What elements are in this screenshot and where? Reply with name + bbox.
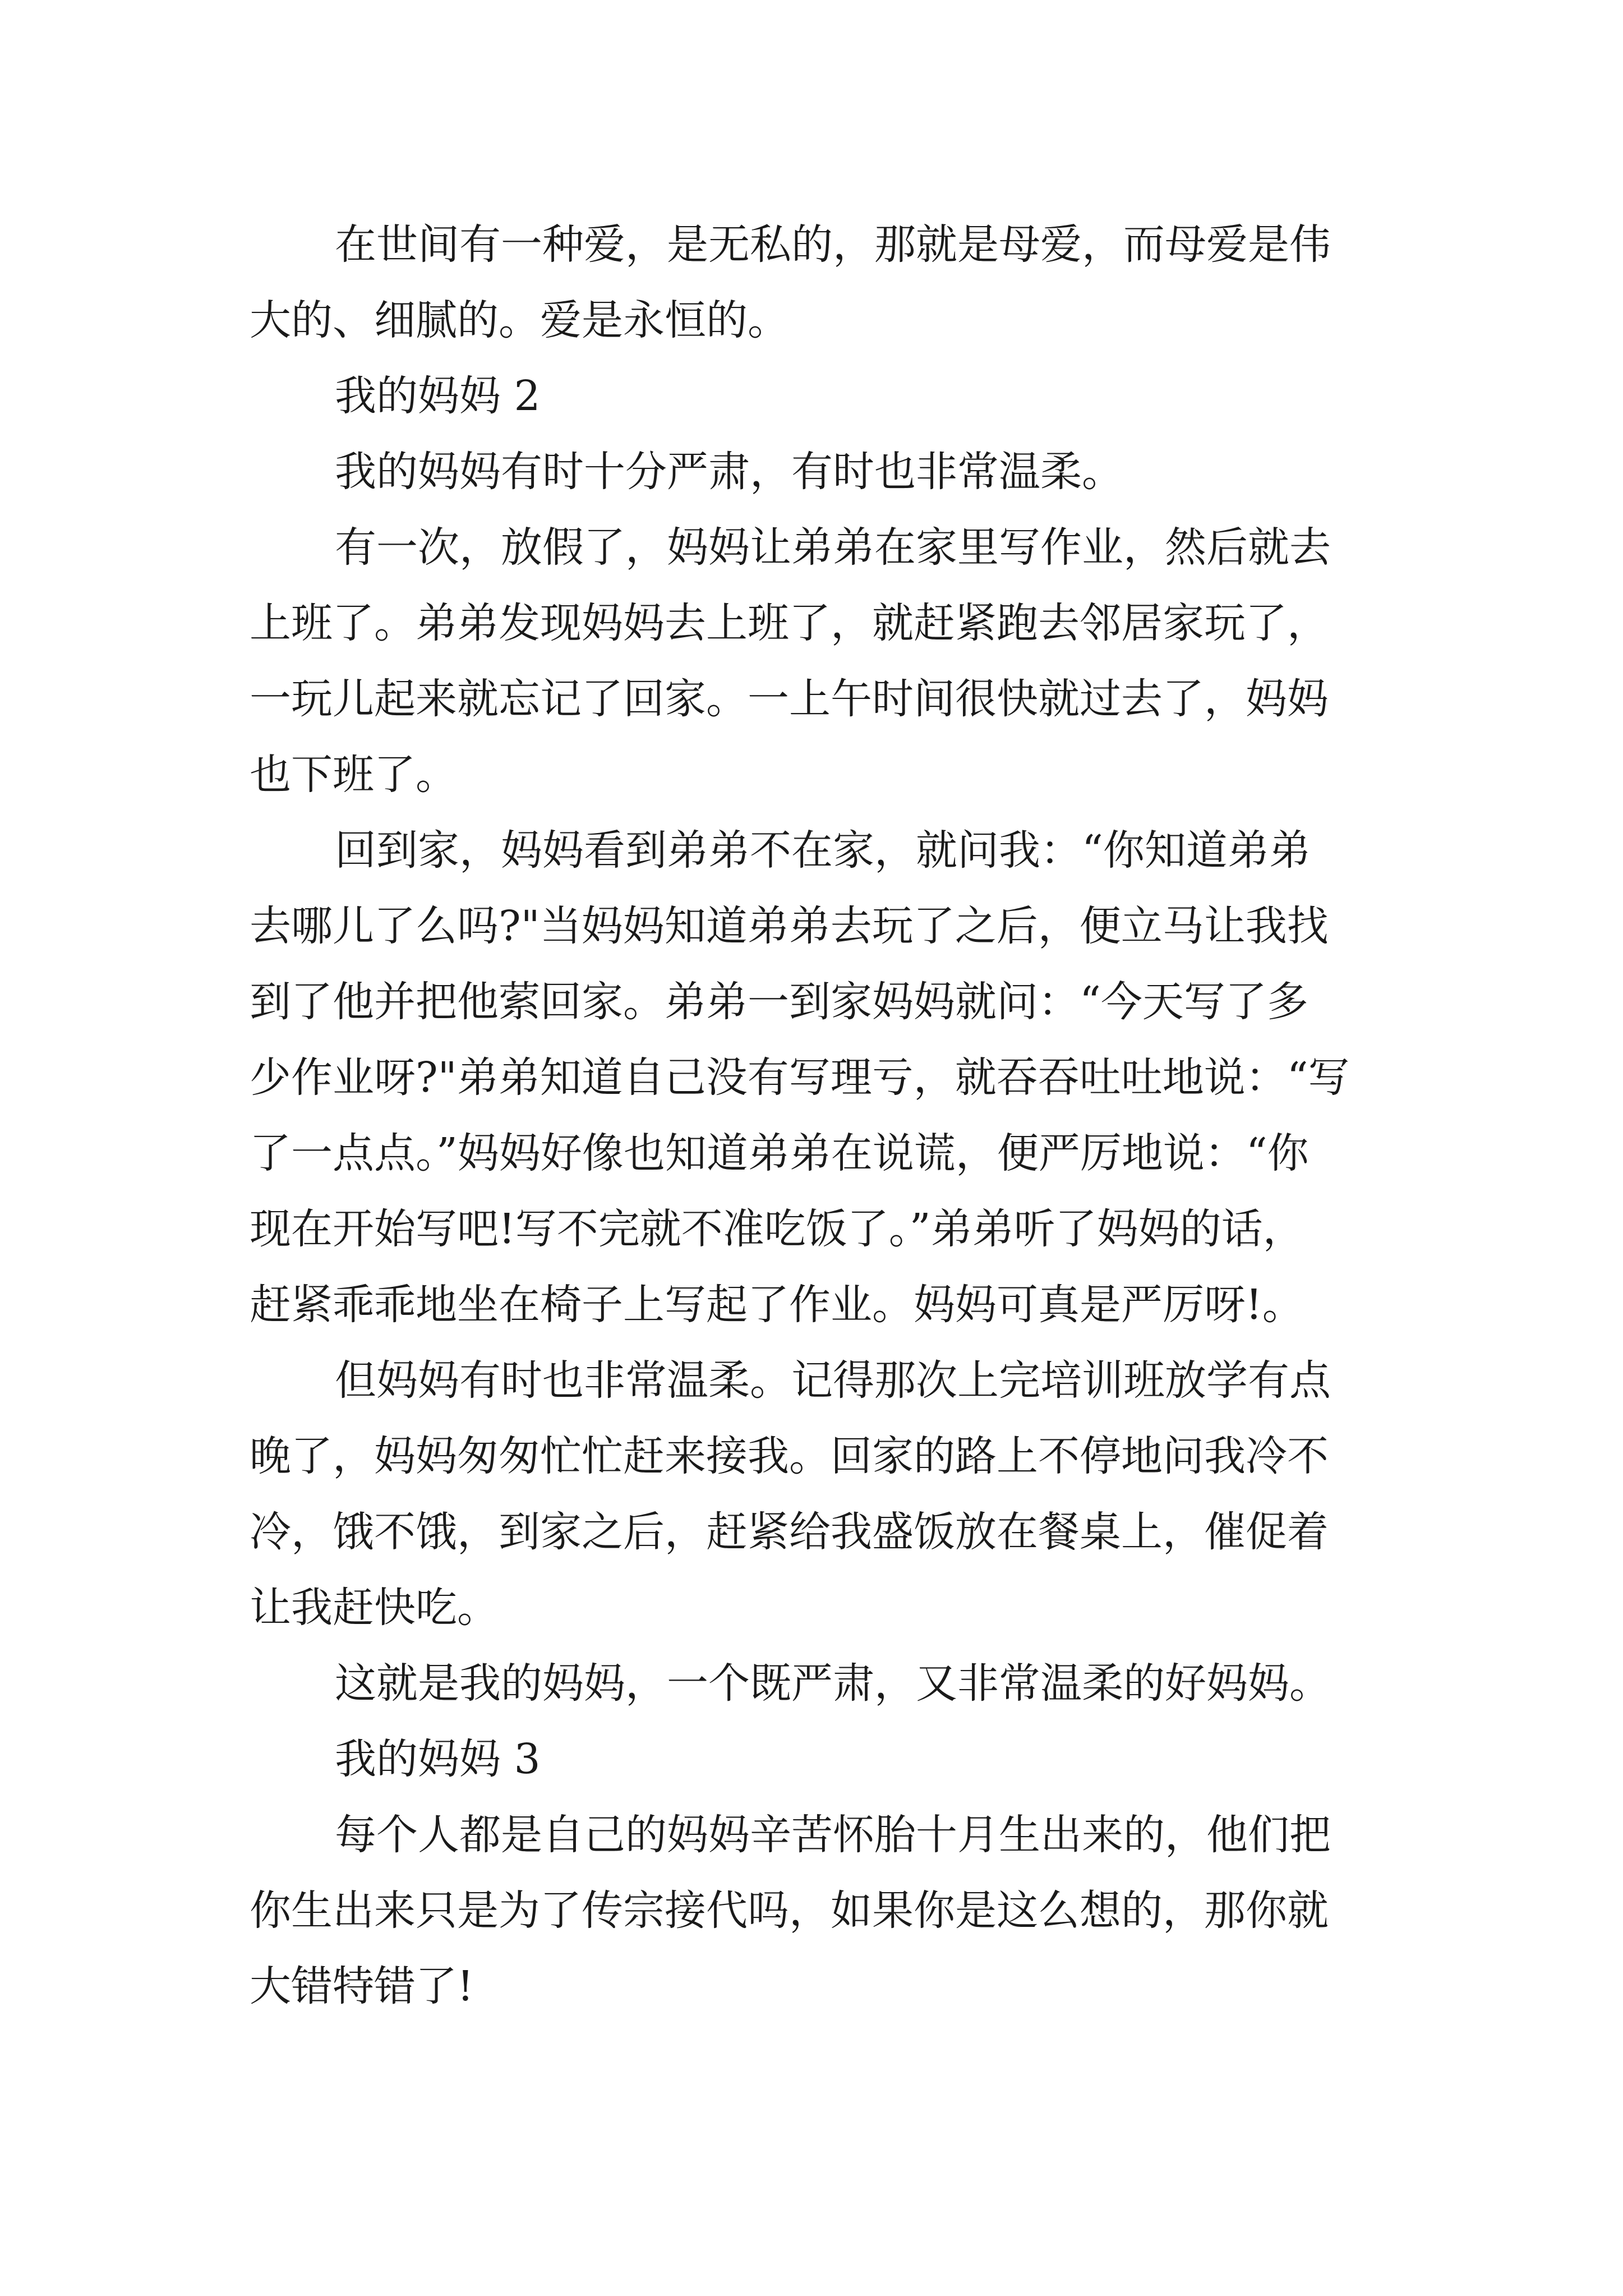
text-line: 有一次，放假了，妈妈让弟弟在家里写作业，然后就去 <box>335 523 1331 572</box>
text-line: 晚了，妈妈匆匆忙忙赶来接我。回家的路上不停地问我冷不 <box>250 1432 1329 1480</box>
text-line: 你生出来只是为了传宗接代吗，如果你是这么想的，那你就 <box>250 1887 1329 1935</box>
text-line: 回到家，妈妈看到弟弟不在家，就问我：“你知道弟弟 <box>335 826 1311 875</box>
text-line: 但妈妈有时也非常温柔。记得那次上完培训班放学有点 <box>335 1356 1331 1405</box>
text-line: 我的妈妈有时十分严肃，有时也非常温柔。 <box>335 448 1123 496</box>
section-heading: 我的妈妈 2 <box>335 372 541 420</box>
section-heading: 我的妈妈 3 <box>335 1735 541 1783</box>
text-line: 大错特错了! <box>250 1962 474 2010</box>
text-line: 了一点点。”妈妈好像也知道弟弟在说谎，便严厉地说：“你 <box>250 1129 1309 1177</box>
text-line: 现在开始写吧!写不完就不准吃饭了。”弟弟听了妈妈的话， <box>250 1205 1304 1253</box>
text-line: 去哪儿了么吗?"当妈妈知道弟弟去玩了之后，便立马让我找 <box>250 902 1329 950</box>
text-line: 在世间有一种爱，是无私的，那就是母爱，而母爱是伟 <box>335 220 1331 269</box>
text-line: 让我赶快吃。 <box>250 1584 499 1632</box>
text-line: 这就是我的妈妈，一个既严肃，又非常温柔的好妈妈。 <box>335 1659 1331 1708</box>
text-line: 上班了。弟弟发现妈妈去上班了，就赶紧跑去邻居家玩了， <box>250 599 1329 647</box>
text-line: 到了他并把他萦回家。弟弟一到家妈妈就问：“今天写了多 <box>250 978 1308 1026</box>
text-line: 也下班了。 <box>250 751 457 799</box>
text-line: 每个人都是自己的妈妈辛苦怀胎十月生出来的，他们把 <box>335 1811 1331 1859</box>
text-line: 冷，饿不饿，到家之后，赶紧给我盛饭放在餐桌上，催促着 <box>250 1508 1329 1556</box>
text-line: 少作业呀?"弟弟知道自己没有写理亏，就吞吞吐吐地说：“写 <box>250 1053 1350 1102</box>
text-line: 赶紧乖乖地坐在椅子上写起了作业。妈妈可真是严厉呀!。 <box>250 1281 1304 1329</box>
text-line: 大的、细腻的。爱是永恒的。 <box>250 296 789 344</box>
text-line: 一玩儿起来就忘记了回家。一上午时间很快就过去了，妈妈 <box>250 675 1329 723</box>
